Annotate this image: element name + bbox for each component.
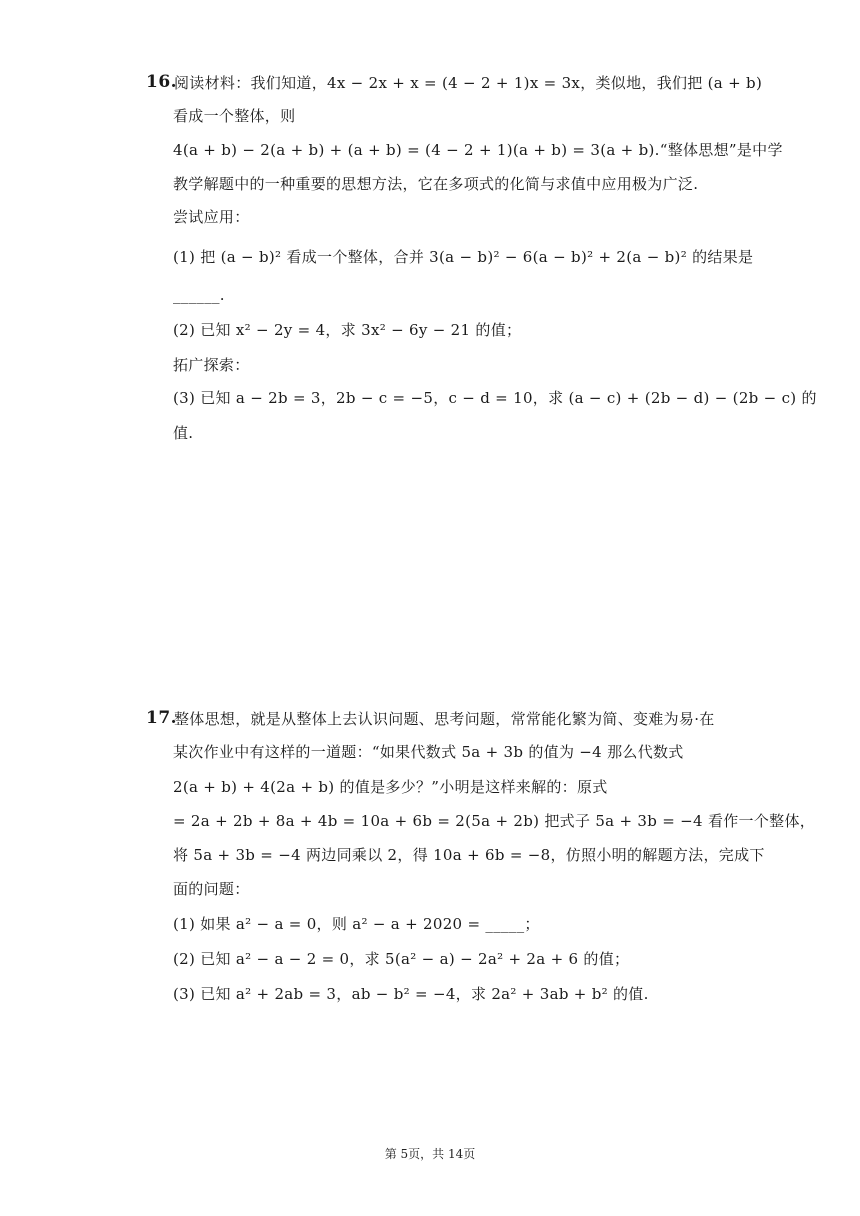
problem-text-line: (3) 已知 a² + 2ab = 3，ab − b² = −4，求 2a² + 3ab + b² 的值. (173, 985, 649, 1003)
problem-text-line: 看成一个整体，则 (173, 107, 296, 125)
problem-text-line: (2) 已知 x² − 2y = 4，求 3x² − 6y − 21 的值； (173, 321, 522, 339)
problem-text-line: 尝试应用： (173, 208, 250, 226)
problem-text-line: 阅读材料：我们知道，4x − 2x + x = (4 − 2 + 1)x = 3x，类似地，我们把 (a + b) (174, 74, 763, 92)
answer-blank: ______. (173, 286, 225, 304)
problem-text-line: 拓广探索： (173, 356, 250, 374)
page-footer: 第 5页，共 14页 (384, 1147, 476, 1161)
problem-text-line: 将 5a + 3b = −4 两边同乘以 2，得 10a + 6b = −8，仿照小明的解题方法，完成下 (173, 846, 765, 864)
problem-text-line: (3) 已知 a − 2b = 3，2b − c = −5，c − d = 10，求 (a − c) + (2b − d) − (2b − c) 的 (173, 389, 817, 407)
problem-text-line: 值. (173, 424, 194, 442)
problem-text-line: (1) 如果 a² − a = 0，则 a² − a + 2020 = _____； (173, 915, 540, 933)
problem-text-line: (2) 已知 a² − a − 2 = 0，求 5(a² − a) − 2a² + 2a + 6 的值； (173, 950, 630, 968)
problem-text-line: 2(a + b) + 4(2a + b) 的值是多少？”小明是这样来解的：原式 (173, 778, 608, 796)
problem-text-line: 4(a + b) − 2(a + b) + (a + b) = (4 − 2 + 1)(a + b) = 3(a + b).“整体思想”是中学 (173, 141, 783, 159)
problem-text-line: 整体思想，就是从整体上去认识问题、思考问题，常常能化繁为简、变难为易·在 (174, 710, 715, 728)
problem-text-line: = 2a + 2b + 8a + 4b = 10a + 6b = 2(5a + 2b) 把式子 5a + 3b = −4 看作一个整体， (173, 812, 816, 830)
problem-text-line: (1) 把 (a − b)² 看成一个整体，合并 3(a − b)² − 6(a − b)² + 2(a − b)² 的结果是 (173, 248, 754, 266)
problem-number: 16. (146, 72, 178, 92)
problem-text-line: 某次作业中有这样的一道题：“如果代数式 5a + 3b 的值为 −4 那么代数式 (173, 743, 684, 761)
problem-number: 17. (146, 708, 178, 728)
problem-text-line: 教学解题中的一种重要的思想方法，它在多项式的化简与求值中应用极为广泛. (173, 175, 699, 193)
problem-text-line: 面的问题： (173, 880, 250, 898)
